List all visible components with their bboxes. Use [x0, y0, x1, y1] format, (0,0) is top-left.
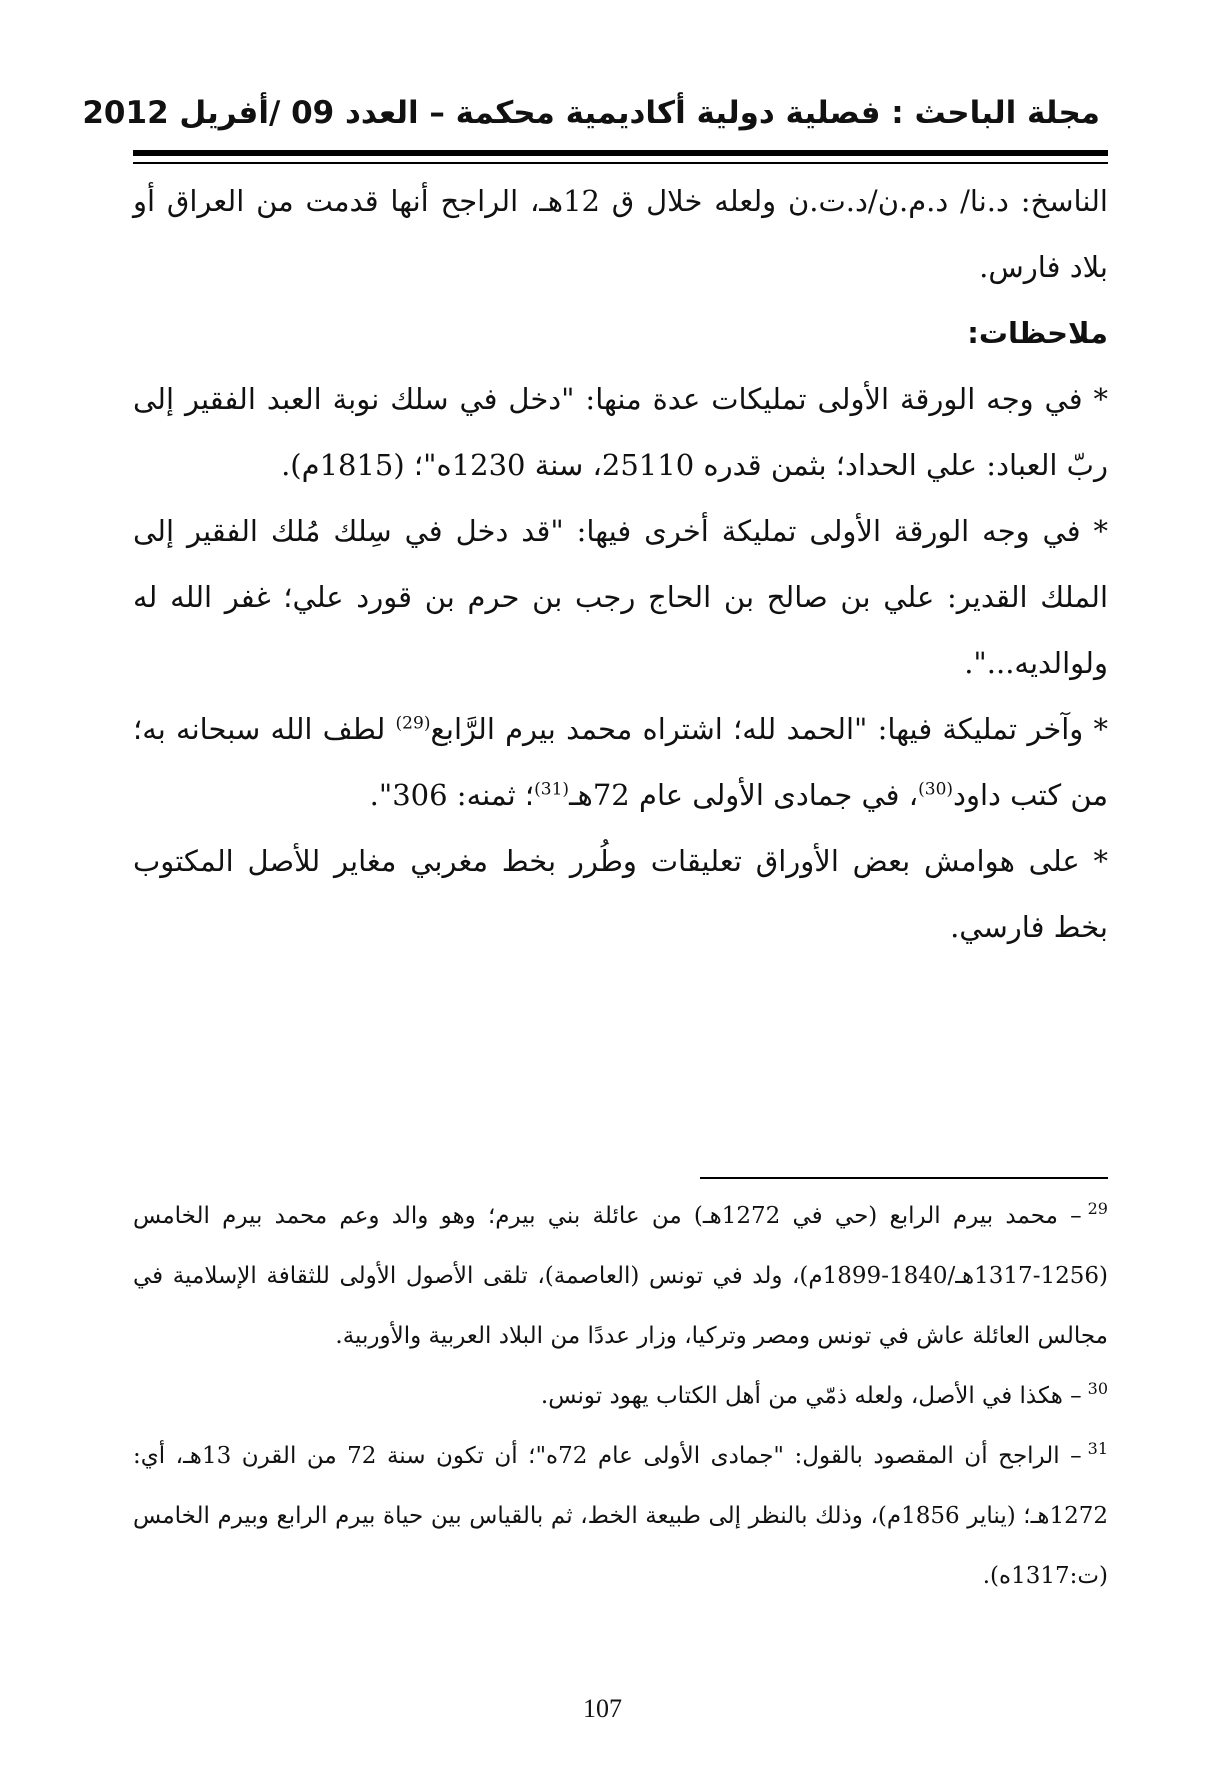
note-paragraph-1: * في وجه الورقة الأولى تمليكات عدة منها: "دخل في سلك نوبة العبد الفقير إلى ربّ العباد: علي الحداد؛ بثمن قدره 25110، سنة 1230ه"؛ (1815م). — [133, 382, 1108, 482]
note3-text-1: * وآخر تمليكة فيها: "الحمد لله؛ اشتراه محمد بيرم الرَّابع — [430, 712, 1108, 746]
note-paragraph-3 — [133, 696, 1108, 828]
footnote-text: – محمد بيرم الرابع (حي في 1272هـ) من عائلة بني بيرم؛ وهو والد وعم محمد بيرم الخامس (1256-1317هـ/1840-1899م)، ولد في تونس (العاصمة)، تلقى الأصول الأولى للثقافة الإسلامية في مجالس العائلة عاش في تونس ومصر وتركيا، وزار عددًا من البلاد العربية والأوربية. — [133, 1203, 1108, 1349]
main-text — [133, 168, 1108, 960]
footnote-text: – هكذا في الأصل، ولعله ذمّي من أهل الكتاب يهود تونس. — [540, 1383, 1082, 1409]
header-rule-thin — [133, 162, 1108, 164]
footnote-ref-29[interactable]: (29) — [395, 713, 431, 734]
notes-heading: ملاحظات: — [967, 316, 1108, 350]
footnote-29 — [133, 1186, 1108, 1366]
note3-text-4: ؛ ثمنه: 306". — [369, 778, 535, 812]
footnote-number: 30 — [1087, 1379, 1108, 1399]
copyist-paragraph: الناسخ: د.نا/ د.م.ن/د.ت.ن ولعله خلال ق 12هـ، الراجح أنها قدمت من العراق أو بلاد فارس. — [133, 184, 1108, 284]
footnote-31 — [133, 1426, 1108, 1606]
footnote-number: 31 — [1087, 1439, 1108, 1459]
footnotes — [133, 1186, 1108, 1606]
footnote-30 — [133, 1366, 1108, 1426]
note3-text-2: لطف الله سبحانه به؛ من كتب داود — [133, 712, 1108, 812]
note-paragraph-2: * في وجه الورقة الأولى تمليكة أخرى فيها: "قد دخل في سِلك مُلك الفقير إلى الملك القدير: علي بن صالح بن الحاج رجب بن حرم بن قورد علي؛ غفر الله له ولوالديه...". — [133, 514, 1108, 680]
journal-header: مجلة الباحث : فصلية دولية أكاديمية محكمة – العدد 09 /أفريل 2012 — [82, 95, 1100, 131]
footnote-text: – الراجح أن المقصود بالقول: "جمادى الأولى عام 72ه"؛ أن تكون سنة 72 من القرن 13هـ، أي: 1272هـ؛ (يناير 1856م)، وذلك بالنظر إلى طبيعة الخط، ثم بالقياس بين حياة بيرم الرابع وبيرم الخامس (ت:1317ه). — [133, 1443, 1109, 1589]
footnote-separator — [700, 1177, 1108, 1179]
note3-text-3: ، في جمادى الأولى عام 72هـ — [569, 778, 919, 812]
footnote-number: 29 — [1087, 1199, 1108, 1219]
page-number: 107 — [583, 1694, 622, 1723]
footnote-ref-30[interactable]: (30) — [918, 779, 954, 800]
note-paragraph-4: * على هوامش بعض الأوراق تعليقات وطُرر بخط مغربي مغاير للأصل المكتوب بخط فارسي. — [133, 844, 1108, 944]
header-rule-thick — [133, 150, 1108, 156]
footnote-ref-31[interactable]: (31) — [534, 779, 570, 800]
